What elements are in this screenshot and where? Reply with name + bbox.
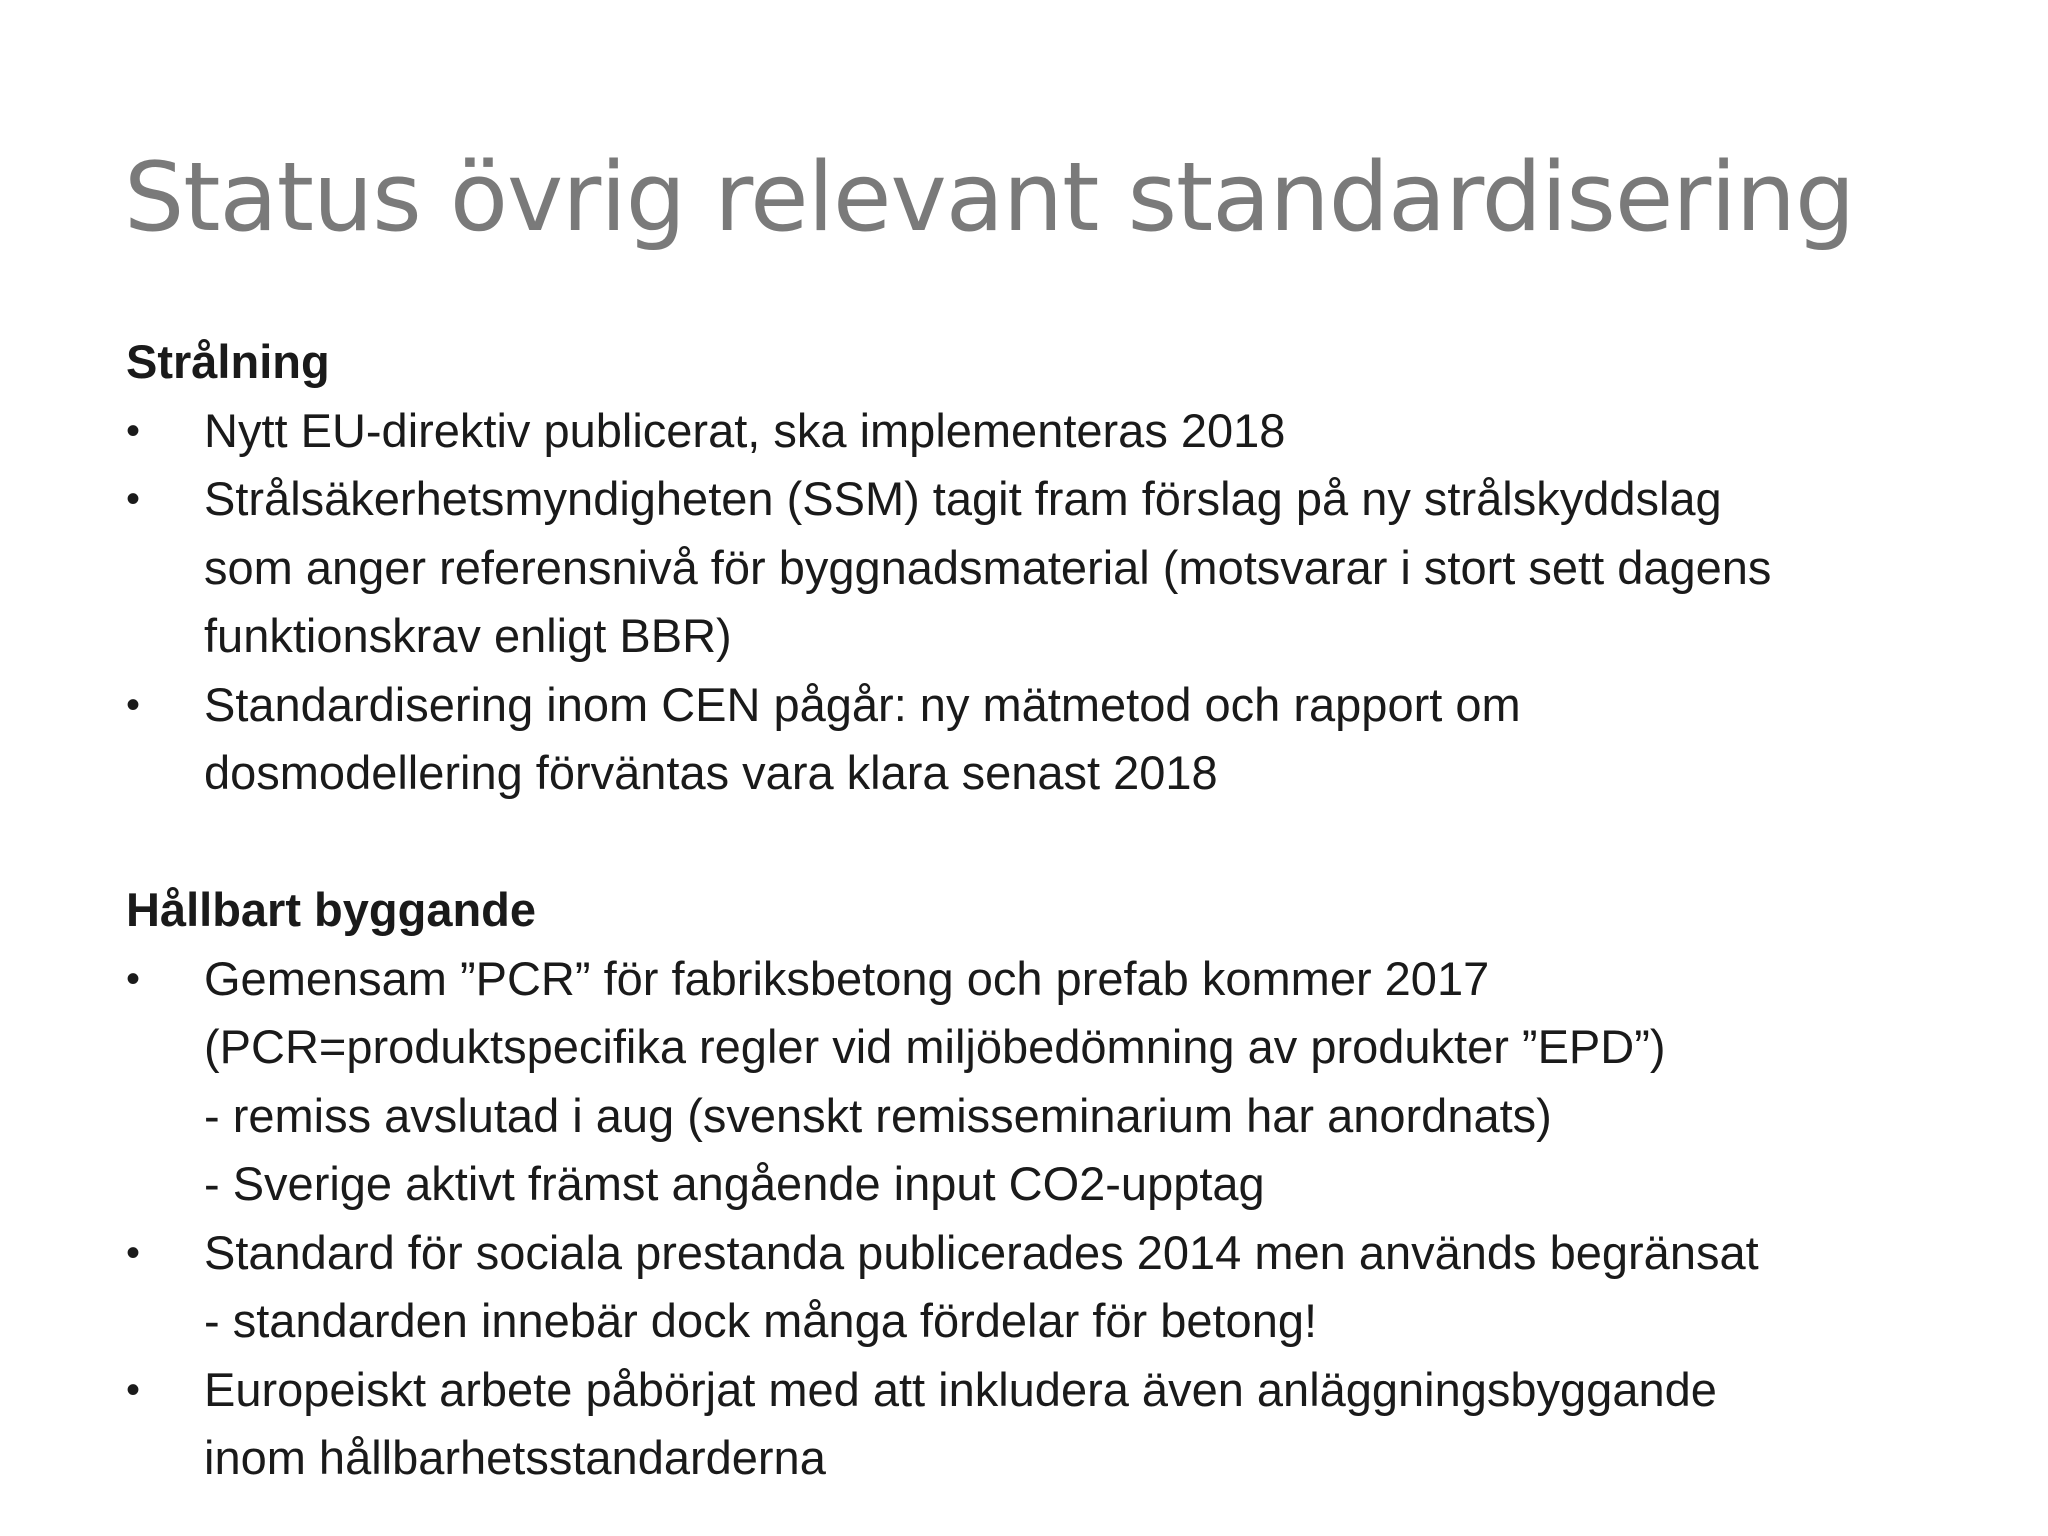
bullet-text-line: Europeiskt arbete påbörjat med att inkludera även anläggningsbyggande — [204, 1362, 1717, 1416]
section-heading: Hållbart byggande — [126, 883, 537, 936]
slide-content — [126, 328, 2006, 1493]
section-spacer — [126, 808, 2006, 877]
list-item — [126, 1356, 2006, 1493]
bullet-text-line: - standarden innebär dock många fördelar för betong! — [204, 1294, 1318, 1347]
slide-title: Status övrig relevant standardisering — [124, 143, 1855, 253]
list-item — [126, 945, 2006, 1219]
bullet-icon: • — [126, 408, 141, 453]
bullet-text-line: Standard för sociala prestanda publicerades 2014 men används begränsat — [204, 1225, 1759, 1279]
bullet-text-line: (PCR=produktspecifika regler vid miljöbedömning av produkter ”EPD”) — [204, 1020, 1666, 1073]
bullet-text-line: Nytt EU-direktiv publicerat, ska implementeras 2018 — [204, 403, 1286, 457]
list-item — [126, 465, 2006, 671]
bullet-list — [126, 945, 2006, 1493]
bullet-icon: • — [126, 1230, 141, 1275]
bullet-icon: • — [126, 1367, 141, 1412]
section-stralning — [126, 328, 2006, 808]
bullet-icon: • — [126, 956, 141, 1001]
bullet-icon: • — [126, 682, 141, 727]
section-hallbart-byggande — [126, 876, 2006, 1493]
bullet-text-line: Gemensam ”PCR” för fabriksbetong och prefab kommer 2017 — [204, 951, 1490, 1005]
bullet-text-line: dosmodellering förväntas vara klara senast 2018 — [204, 746, 1218, 799]
bullet-text-line: - Sverige aktivt främst angående input CO2-upptag — [204, 1157, 1265, 1210]
bullet-text-line: Standardisering inom CEN pågår: ny mätmetod och rapport om — [204, 677, 1521, 731]
bullet-text-line: inom hållbarhetsstandarderna — [204, 1431, 826, 1484]
list-item — [126, 397, 2006, 466]
list-item — [126, 1219, 2006, 1356]
bullet-list — [126, 397, 2006, 808]
bullet-text-line: som anger referensnivå för byggnadsmaterial (motsvarar i stort sett dagens — [204, 540, 1772, 594]
bullet-icon: • — [126, 477, 141, 521]
bullet-text-line: - remiss avslutad i aug (svenskt remisseminarium har anordnats) — [204, 1088, 1552, 1142]
bullet-text-line: funktionskrav enligt BBR) — [204, 609, 732, 662]
list-item — [126, 671, 2006, 808]
bullet-text-line: Strålsäkerhetsmyndigheten (SSM) tagit fram förslag på ny strålskyddslag — [204, 472, 1722, 525]
section-heading: Strålning — [126, 335, 330, 388]
